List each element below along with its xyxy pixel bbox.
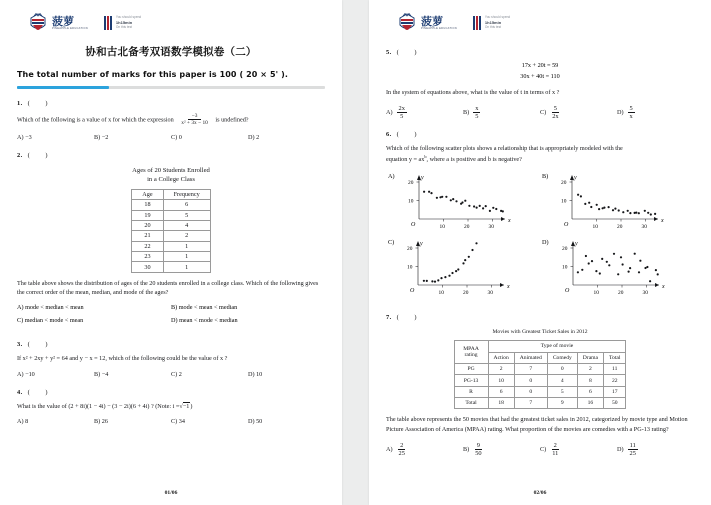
choice-a[interactable]: A) 8 xyxy=(17,418,29,426)
cell-frequency: 6 xyxy=(163,200,210,210)
column-header-age: Age xyxy=(132,189,163,199)
choice-c[interactable] xyxy=(540,105,617,121)
svg-text:30: 30 xyxy=(641,223,648,230)
column-header-comedy: Comedy xyxy=(547,352,577,363)
page-2-footer: 02/06 xyxy=(533,490,547,496)
table-row xyxy=(132,200,210,210)
table-row xyxy=(132,231,210,241)
brand-name-cn: 菠萝 xyxy=(421,15,443,28)
svg-text:x: x xyxy=(661,217,664,224)
scatter-plot-svg xyxy=(552,171,670,233)
cell-age: 22 xyxy=(132,241,163,251)
choice-label: B) xyxy=(463,109,470,117)
page-2 xyxy=(369,0,711,505)
svg-text:10: 10 xyxy=(439,223,445,230)
page-separator xyxy=(342,0,369,505)
question-7-table-caption: Movies with Greatest Ticket Sales in 2012 xyxy=(492,328,588,335)
brand-logo-2 xyxy=(396,12,457,34)
cell-rating: Total xyxy=(454,398,488,409)
page-1-footer: 01/06 xyxy=(164,490,178,496)
question-2 xyxy=(17,152,325,330)
question-1-expression: $\frac{-3}{\text{x² + 3x − 10}}$ xyxy=(181,113,208,127)
progress-bar-fill xyxy=(17,86,109,89)
column-header-mpaa-rating: MPAA rating xyxy=(454,341,488,364)
question-2-table-block xyxy=(96,167,246,273)
choice-d[interactable]: D) mean < mode < median xyxy=(171,316,238,324)
table-row xyxy=(132,252,210,262)
svg-text:x: x xyxy=(507,283,510,290)
question-6-answer-box[interactable]: ( ) xyxy=(396,131,424,139)
cell-count: 0 xyxy=(547,363,577,374)
choice-d[interactable] xyxy=(617,442,694,458)
choice-label: B) xyxy=(463,446,470,454)
cell-count: 2 xyxy=(488,363,514,374)
question-7-choices xyxy=(386,442,694,458)
choice-a[interactable]: A) −10 xyxy=(17,370,35,378)
choice-a[interactable] xyxy=(386,442,463,458)
choice-fraction: $\frac{5}{x}$ xyxy=(629,104,633,121)
table-row xyxy=(132,241,210,251)
question-1 xyxy=(17,100,325,141)
column-header-drama: Drama xyxy=(577,352,603,363)
brand-name-cn: 菠萝 xyxy=(52,15,74,28)
svg-text:y: y xyxy=(420,240,423,247)
choice-fraction: $\frac{11}{25}$ xyxy=(629,441,636,458)
svg-text:20: 20 xyxy=(407,245,413,252)
choice-label: C) xyxy=(540,446,547,454)
question-6-equation-line: equation $y = ax^b$, where a is positive and b is negative? xyxy=(386,154,522,164)
question-6-number: 6. ( ) xyxy=(386,131,424,139)
scatter-plot-option-c[interactable] xyxy=(386,237,540,299)
question-6 xyxy=(386,131,694,302)
scatter-plot-label: D) xyxy=(542,238,549,246)
cell-frequency: 2 xyxy=(163,231,210,241)
crest-icon xyxy=(396,12,418,34)
question-1-choices xyxy=(17,134,325,141)
cell-age: 23 xyxy=(132,252,163,262)
question-7-answer-box[interactable]: ( ) xyxy=(396,313,424,321)
cell-count: 18 xyxy=(488,398,514,409)
question-3-number: 3. ( ) xyxy=(17,340,55,348)
cell-count: 17 xyxy=(604,386,626,397)
question-5-text: In the system of equations above, what is the value of t in terms of x ? xyxy=(386,89,560,97)
cell-count: 0 xyxy=(514,386,547,397)
svg-text:10: 10 xyxy=(561,264,567,271)
choice-label: C) xyxy=(540,109,547,117)
cell-count: 8 xyxy=(577,375,603,386)
choice-c[interactable] xyxy=(540,442,617,458)
page-header xyxy=(17,8,325,38)
choice-c[interactable]: C) 2 xyxy=(171,370,182,378)
cell-age: 21 xyxy=(132,231,163,241)
question-7-text: The table above represents the 50 movies that had the greatest ticket sales in 2012, categorized by movie type and Motion Picture Association of America (MPAA) rating. What proportion of the movies are comedies with a PG-13 rating? xyxy=(386,416,688,434)
cell-count: 16 xyxy=(577,398,603,409)
svg-text:10: 10 xyxy=(407,264,413,271)
cell-age: 20 xyxy=(132,220,163,230)
table-row xyxy=(132,262,210,272)
cell-age: 30 xyxy=(132,262,163,272)
column-group-header-type-of-movie: Type of movie xyxy=(488,341,626,352)
cell-frequency: 1 xyxy=(163,252,210,262)
choice-d[interactable]: D) 10 xyxy=(248,370,263,378)
svg-text:20: 20 xyxy=(561,179,567,186)
column-header-action: Action xyxy=(488,352,514,363)
scatter-plot-label: B) xyxy=(542,172,549,180)
svg-text:y: y xyxy=(574,174,577,181)
cell-count: 6 xyxy=(577,386,603,397)
crest-icon xyxy=(27,12,49,34)
question-1-answer-box[interactable]: ( ) xyxy=(27,100,55,107)
svg-text:10: 10 xyxy=(561,198,567,205)
time-note-duration: 1h15min xyxy=(115,19,133,25)
question-4 xyxy=(17,389,325,426)
choice-b[interactable] xyxy=(463,105,540,121)
cell-frequency: 1 xyxy=(163,241,210,251)
choice-fraction: $\frac{5}{2x}$ xyxy=(552,104,559,121)
cell-age: 18 xyxy=(132,200,163,210)
svg-text:O: O xyxy=(410,221,415,228)
choice-fraction: $\frac{2}{25}$ xyxy=(398,441,405,458)
cell-count: 2 xyxy=(577,363,603,374)
svg-text:20: 20 xyxy=(463,223,469,230)
question-5-choices xyxy=(386,105,694,121)
table-row xyxy=(454,398,626,409)
brand-logo xyxy=(27,12,88,34)
question-7-table-block xyxy=(453,329,628,410)
choice-c[interactable]: C) median < mode < mean xyxy=(17,316,84,324)
scatter-plot-option-d[interactable] xyxy=(540,237,694,299)
choice-d[interactable]: D) 50 xyxy=(248,418,263,426)
cell-count: 4 xyxy=(547,375,577,386)
equation-1: 17x + 20t = 59 xyxy=(521,62,559,69)
cell-rating: PG xyxy=(454,363,488,374)
svg-text:10: 10 xyxy=(593,289,599,296)
page-1 xyxy=(0,0,342,505)
choice-b[interactable] xyxy=(463,442,540,458)
cell-count: 0 xyxy=(514,375,547,386)
bars-icon xyxy=(104,16,112,30)
scatter-plot-svg xyxy=(398,237,516,299)
cell-age: 19 xyxy=(132,210,163,220)
bars-icon xyxy=(473,16,481,30)
svg-text:20: 20 xyxy=(617,223,623,230)
equation-2: 30x + 40t = 110 xyxy=(520,72,560,80)
svg-text:10: 10 xyxy=(592,223,599,230)
cell-frequency: 1 xyxy=(163,262,210,272)
question-4-text: What is the value of (2 + 8i)(1 − 4i) − (3 − 2i)(6 + 4i) ? (Note: i =√−1) xyxy=(17,402,193,410)
time-note-duration: 1h15min xyxy=(484,19,502,25)
cell-count: 6 xyxy=(488,386,514,397)
choice-b[interactable]: B) −2 xyxy=(94,133,109,141)
question-5-equations xyxy=(386,61,694,82)
cell-count: 11 xyxy=(604,363,626,374)
column-header-frequency: Frequency xyxy=(163,189,210,199)
question-5-number: 5. ( ) xyxy=(386,49,424,56)
svg-text:x: x xyxy=(507,217,511,224)
choice-fraction: $\frac{2}{11}$ xyxy=(552,441,559,458)
choice-fraction: $\frac{2x}{5}$ xyxy=(398,104,405,121)
svg-text:10: 10 xyxy=(407,198,413,205)
scatter-plot-option-a[interactable] xyxy=(386,171,540,233)
choice-label: A) xyxy=(386,109,393,117)
question-6-plots xyxy=(386,171,694,303)
radical-icon: √ xyxy=(179,402,183,410)
cell-rating: R xyxy=(454,386,488,397)
time-note-2 xyxy=(473,16,510,30)
svg-text:y: y xyxy=(420,174,424,181)
cell-count: 10 xyxy=(488,375,514,386)
table-row xyxy=(454,386,626,397)
time-note-line3: On this test xyxy=(115,25,133,30)
cell-rating: PG-13 xyxy=(454,375,488,386)
svg-text:20: 20 xyxy=(617,289,623,296)
choice-label: D) xyxy=(617,446,624,454)
question-5 xyxy=(386,49,694,120)
cell-count: 7 xyxy=(514,363,547,374)
question-2-table-caption: Ages of 20 Students Enrolled in a College Class xyxy=(132,166,210,183)
question-4-number: 4. ( ) xyxy=(17,388,55,396)
scatter-plot-option-b[interactable] xyxy=(540,171,694,233)
svg-text:30: 30 xyxy=(642,289,648,296)
svg-text:20: 20 xyxy=(407,179,413,186)
choice-d[interactable] xyxy=(617,105,694,121)
scatter-plot-svg xyxy=(399,171,517,233)
choice-d[interactable]: D) 2 xyxy=(248,133,260,141)
question-7-number: 7. ( ) xyxy=(386,313,424,321)
question-1-number: 1. ( ) xyxy=(17,100,55,107)
question-3 xyxy=(17,341,325,378)
time-note-line1: You should spend xyxy=(484,14,511,19)
choice-a[interactable]: A) −3 xyxy=(17,133,32,141)
cell-count: 22 xyxy=(604,375,626,386)
column-header-total: Total xyxy=(604,352,626,363)
question-2-choices xyxy=(17,304,325,330)
choice-a[interactable] xyxy=(386,105,463,121)
scatter-plot-label: A) xyxy=(388,172,395,180)
question-3-text: If x² + 2xy + y² = 64 and y − x = 12, which of the following could be the value of x ? xyxy=(17,354,228,362)
page-title: 协和古北备考双语数学模拟卷（二） xyxy=(85,46,257,58)
cell-frequency: 4 xyxy=(163,220,210,230)
table-group-header-row xyxy=(454,341,626,352)
table-row xyxy=(454,363,626,374)
svg-text:20: 20 xyxy=(463,289,469,296)
cell-count: 50 xyxy=(604,398,626,409)
choice-b[interactable]: B) 26 xyxy=(94,418,108,426)
svg-text:O: O xyxy=(410,287,415,294)
progress-bar xyxy=(17,86,325,89)
svg-text:y: y xyxy=(574,240,578,247)
svg-text:O: O xyxy=(564,221,569,228)
ages-frequency-table xyxy=(131,189,210,273)
choice-c[interactable]: C) 0 xyxy=(171,133,182,141)
question-3-answer-box[interactable]: ( ) xyxy=(27,340,55,348)
choice-b[interactable]: B) −4 xyxy=(94,370,109,378)
choice-a[interactable]: A) mode < median < mean xyxy=(17,303,84,311)
cell-count: 5 xyxy=(547,386,577,397)
page-header-2 xyxy=(386,8,694,38)
svg-text:30: 30 xyxy=(488,223,494,230)
scatter-plot-label: C) xyxy=(388,238,395,246)
movies-ticket-sales-table xyxy=(454,340,627,409)
brand-name-sub: PINEAPPLE EDUCATION xyxy=(52,27,88,30)
table-row xyxy=(454,375,626,386)
choice-b[interactable]: B) mode < mean < median xyxy=(171,303,238,311)
svg-text:O: O xyxy=(564,287,569,294)
choice-fraction: $\frac{9}{50}$ xyxy=(475,441,482,458)
scatter-plot-svg xyxy=(553,237,671,299)
svg-text:20: 20 xyxy=(561,245,567,252)
question-2-number: 2. ( ) xyxy=(17,151,55,159)
question-2-text: The table above shows the distribution of ages of the 20 students enrolled in a college class. Which of the following gives the correct order of the mean, median, and mode of the ages? xyxy=(17,279,319,297)
table-header-row xyxy=(132,189,210,199)
table-row xyxy=(132,220,210,230)
choice-label: A) xyxy=(386,446,393,454)
question-7 xyxy=(386,314,694,458)
question-2-answer-box[interactable]: ( ) xyxy=(27,151,55,159)
cell-count: 7 xyxy=(514,398,547,409)
svg-text:30: 30 xyxy=(487,289,494,296)
svg-text:x: x xyxy=(661,283,665,290)
time-note xyxy=(104,16,141,30)
column-header-animated: Animated xyxy=(514,352,547,363)
question-5-answer-box[interactable]: ( ) xyxy=(396,49,424,56)
time-note-line1: You should spend xyxy=(115,14,142,19)
choice-label: D) xyxy=(617,109,624,117)
cell-frequency: 5 xyxy=(163,210,210,220)
choice-c[interactable]: C) 34 xyxy=(171,418,185,426)
table-row xyxy=(132,210,210,220)
question-1-text: Which of the following is a value of x for which the expression $\frac{-3}{\text{x² + 3x − 10}}$ is undefined? xyxy=(17,113,249,127)
choice-fraction: $\frac{x}{5}$ xyxy=(475,104,479,121)
question-4-choices xyxy=(17,418,325,425)
brand-name-sub: PINEAPPLE EDUCATION xyxy=(421,27,457,30)
marks-statement: The total number of marks for this paper is 100 ( 20 × 5' ). xyxy=(17,70,288,79)
svg-text:10: 10 xyxy=(438,289,445,296)
cell-count: 9 xyxy=(547,398,577,409)
question-6-text: Which of the following scatter plots shows a relationship that is appropriately modeled with the equation $y = ax^b$, where a is positive and b is negative? xyxy=(386,144,694,164)
question-3-choices xyxy=(17,371,325,378)
question-4-answer-box[interactable]: ( ) xyxy=(27,388,55,396)
time-note-line3: On this test xyxy=(484,25,502,30)
